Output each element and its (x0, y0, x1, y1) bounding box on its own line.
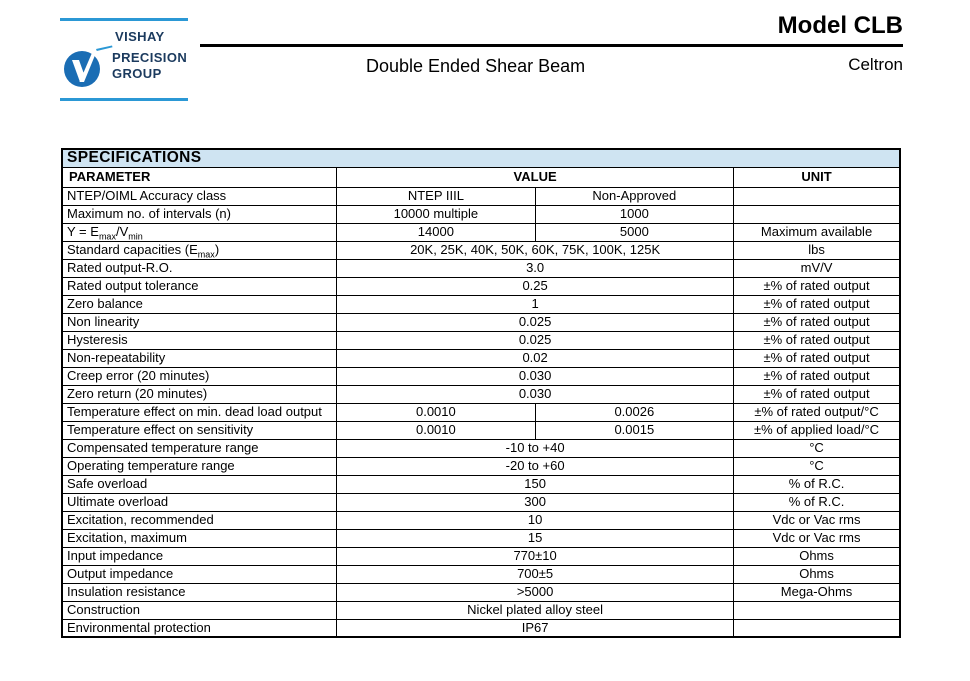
parameter-cell: Operating temperature range (62, 457, 337, 475)
vishay-precision-group-logo (60, 16, 190, 104)
value-cell: 0.25 (337, 277, 734, 295)
parameter-cell: Output impedance (62, 565, 337, 583)
table-row (62, 619, 900, 637)
column-header-parameter: PARAMETER (62, 167, 337, 187)
parameter-cell: Insulation resistance (62, 583, 337, 601)
unit-cell: °C (734, 439, 900, 457)
parameter-cell: Ultimate overload (62, 493, 337, 511)
unit-cell: ±% of rated output/°C (734, 403, 900, 421)
value-cell: 0.030 (337, 385, 734, 403)
unit-cell: Vdc or Vac rms (734, 529, 900, 547)
parameter-cell: Standard capacities $(E_{max})$ (62, 241, 337, 259)
parameter-cell: Hysteresis (62, 331, 337, 349)
table-row (62, 421, 900, 439)
table-row (62, 313, 900, 331)
value-cell: Non-Approved (535, 187, 733, 205)
parameter-cell: NTEP/OIML Accuracy class (62, 187, 337, 205)
unit-cell: ±% of rated output (734, 277, 900, 295)
value-cell: 15 (337, 529, 734, 547)
brand-name: Celtron (848, 55, 903, 74)
unit-cell: ±% of rated output (734, 313, 900, 331)
value-cell: -20 to +60 (337, 457, 734, 475)
specifications-table (61, 148, 901, 638)
unit-cell (734, 205, 900, 223)
value-cell: 0.0026 (535, 403, 733, 421)
table-row (62, 529, 900, 547)
spec-table-body (62, 187, 900, 637)
unit-cell: Ohms (734, 565, 900, 583)
value-cell: 1000 (535, 205, 733, 223)
parameter-cell: Zero return (20 minutes) (62, 385, 337, 403)
unit-cell: % of R.C. (734, 475, 900, 493)
table-title: SPECIFICATIONS (62, 149, 900, 167)
parameter-cell: Creep error (20 minutes) (62, 367, 337, 385)
parameter-cell: Excitation, maximum (62, 529, 337, 547)
value-cell: >5000 (337, 583, 734, 601)
table-row (62, 205, 900, 223)
unit-cell: Maximum available (734, 223, 900, 241)
parameter-cell: $Y = E_{max}/V_{min}$ (62, 223, 337, 241)
parameter-cell: Rated output-R.O. (62, 259, 337, 277)
unit-cell: lbs (734, 241, 900, 259)
unit-cell: ±% of rated output (734, 349, 900, 367)
table-row (62, 403, 900, 421)
table-row (62, 277, 900, 295)
table-row (62, 457, 900, 475)
value-cell: 14000 (337, 223, 535, 241)
value-cell: IP67 (337, 619, 734, 637)
value-cell: 770±10 (337, 547, 734, 565)
logo-bottom-bar (60, 98, 188, 101)
table-row (62, 331, 900, 349)
unit-cell: ±% of rated output (734, 295, 900, 313)
model-title: Model CLB (777, 12, 903, 39)
table-row (62, 241, 900, 259)
parameter-cell: Input impedance (62, 547, 337, 565)
value-cell: 5000 (535, 223, 733, 241)
parameter-cell: Construction (62, 601, 337, 619)
table-row (62, 547, 900, 565)
unit-cell: Vdc or Vac rms (734, 511, 900, 529)
value-cell: 20K, 25K, 40K, 50K, 60K, 75K, 100K, 125K (337, 241, 734, 259)
table-row (62, 511, 900, 529)
header-divider-line (200, 44, 903, 47)
table-row (62, 367, 900, 385)
table-row (62, 385, 900, 403)
table-row (62, 493, 900, 511)
parameter-cell: Maximum no. of intervals (n) (62, 205, 337, 223)
value-cell: NTEP IIIL (337, 187, 535, 205)
table-row (62, 583, 900, 601)
value-cell: 10 (337, 511, 734, 529)
unit-cell (734, 601, 900, 619)
table-row (62, 223, 900, 241)
table-row (62, 601, 900, 619)
parameter-cell: Zero balance (62, 295, 337, 313)
unit-cell (734, 619, 900, 637)
value-cell: Nickel plated alloy steel (337, 601, 734, 619)
parameter-cell: Excitation, recommended (62, 511, 337, 529)
parameter-cell: Compensated temperature range (62, 439, 337, 457)
value-cell: 0.02 (337, 349, 734, 367)
value-cell: 300 (337, 493, 734, 511)
table-row (62, 349, 900, 367)
unit-cell: Ohms (734, 547, 900, 565)
table-row (62, 439, 900, 457)
value-cell: -10 to +40 (337, 439, 734, 457)
value-cell: 3.0 (337, 259, 734, 277)
value-cell: 0.0015 (535, 421, 733, 439)
unit-cell: ±% of rated output (734, 331, 900, 349)
table-row (62, 475, 900, 493)
parameter-cell: Environmental protection (62, 619, 337, 637)
unit-cell: °C (734, 457, 900, 475)
table-row (62, 259, 900, 277)
value-cell: 10000 multiple (337, 205, 535, 223)
table-row (62, 295, 900, 313)
value-cell: 0.0010 (337, 421, 535, 439)
parameter-cell: Non linearity (62, 313, 337, 331)
unit-cell: ±% of applied load/°C (734, 421, 900, 439)
table-row (62, 565, 900, 583)
unit-cell (734, 187, 900, 205)
unit-cell: ±% of rated output (734, 385, 900, 403)
product-type-title: Double Ended Shear Beam (366, 56, 586, 76)
parameter-cell: Temperature effect on min. dead load output (62, 403, 337, 421)
parameter-cell: Rated output tolerance (62, 277, 337, 295)
logo-group-text: GROUP (112, 66, 162, 81)
column-header-row (62, 167, 900, 187)
unit-cell: Mega-Ohms (734, 583, 900, 601)
value-cell: 0.030 (337, 367, 734, 385)
value-cell: 700±5 (337, 565, 734, 583)
column-header-value: VALUE (337, 167, 734, 187)
value-cell: 1 (337, 295, 734, 313)
table-title-row (62, 149, 900, 167)
parameter-cell: Temperature effect on sensitivity (62, 421, 337, 439)
value-cell: 0.025 (337, 313, 734, 331)
table-row (62, 187, 900, 205)
logo-precision-text: PRECISION (112, 50, 188, 65)
unit-cell: ±% of rated output (734, 367, 900, 385)
value-cell: 0.025 (337, 331, 734, 349)
value-cell: 150 (337, 475, 734, 493)
logo-vishay-text: VISHAY (115, 29, 165, 44)
value-cell: 0.0010 (337, 403, 535, 421)
unit-cell: % of R.C. (734, 493, 900, 511)
parameter-cell: Non-repeatability (62, 349, 337, 367)
unit-cell: mV/V (734, 259, 900, 277)
column-header-unit: UNIT (734, 167, 900, 187)
parameter-cell: Safe overload (62, 475, 337, 493)
